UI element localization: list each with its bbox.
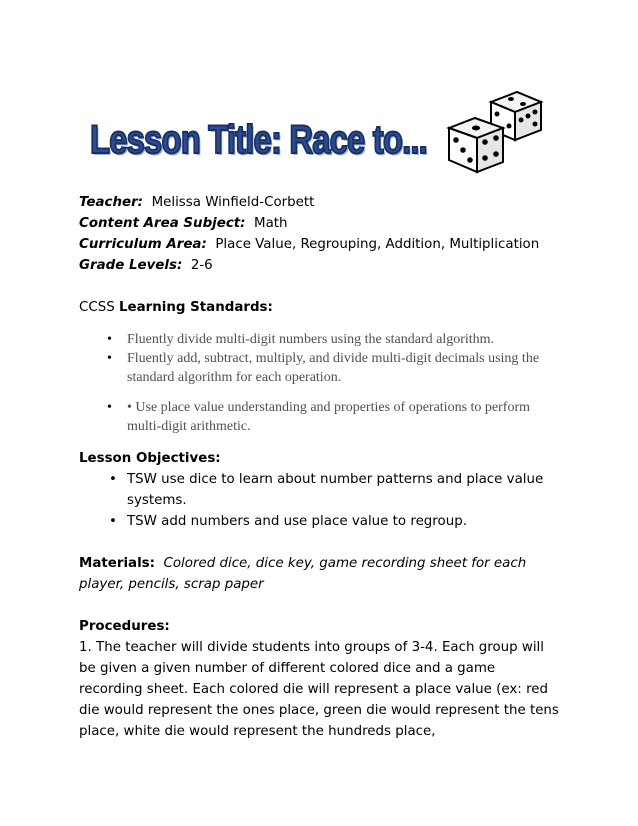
lesson-title: Lesson Title: Race to...: [90, 118, 427, 162]
curriculum-value: Place Value, Regrouping, Addition, Multiplication: [215, 237, 540, 252]
list-item: • TSW add numbers and use place value to regroup.: [79, 511, 559, 532]
objectives-list: [79, 469, 559, 532]
teacher-value: Melissa Winfield-Corbett: [151, 195, 315, 210]
list-item: • TSW use dice to learn about number patterns and place value systems.: [79, 469, 559, 511]
teacher-label: Teacher:: [79, 195, 144, 210]
curriculum-line: [79, 234, 559, 255]
materials-label: Materials:: [79, 556, 155, 571]
teacher-line: [79, 192, 559, 213]
standards-list: [79, 330, 559, 436]
dice-icon: [443, 88, 545, 176]
subject-label: Content Area Subject:: [79, 216, 246, 231]
materials-text: Colored dice, dice key, game recording sheet for each player, pencils, scrap paper: [79, 556, 527, 592]
procedures-heading: Procedures:: [79, 619, 170, 634]
curriculum-label: Curriculum Area:: [79, 237, 207, 252]
lesson-plan-body: [79, 192, 559, 742]
subject-line: [79, 213, 559, 234]
standards-heading: [79, 297, 559, 318]
standards-prefix: CCSS: [79, 300, 115, 315]
list-item: • • Use place value understanding and properties of operations to perform multi-digit arithmetic.: [79, 398, 559, 436]
subject-value: Math: [254, 216, 288, 231]
grade-value: 2-6: [190, 258, 213, 273]
grade-line: [79, 255, 559, 276]
list-item: • Fluently divide multi-digit numbers using the standard algorithm.: [79, 330, 559, 349]
objectives-heading: Lesson Objectives:: [79, 451, 221, 466]
grade-label: Grade Levels:: [79, 258, 183, 273]
list-item: • Fluently add, subtract, multiply, and divide multi-digit decimals using the standard algorithm for each operation.: [79, 349, 559, 387]
standards-heading-text: Learning Standards:: [118, 300, 273, 315]
procedures-text: 1. The teacher will divide students into groups of 3-4. Each group will be given a given number of different colored dice and a game recording sheet. Each colored die will represent a place value (ex: red die would represent the ones place, green die would represent the tens place, white die would represent the hundreds place,: [79, 640, 559, 739]
materials-paragraph: [79, 553, 559, 595]
